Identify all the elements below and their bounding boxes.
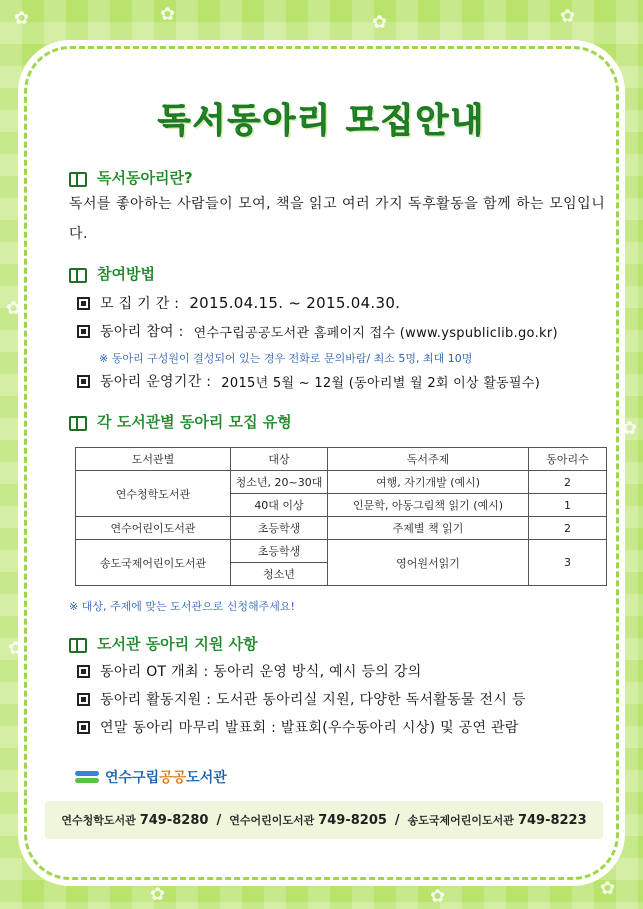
notice-card: [24, 46, 619, 880]
library-club-table: [75, 447, 607, 586]
item-text: 연말 동아리 마무리 발표회 : 발표회(우수동아리 시상) 및 공연 관람: [100, 720, 519, 736]
count-cell: 3: [529, 540, 607, 586]
types-note: ※ 대상, 주제에 맞는 도서관으로 신청해주세요!: [69, 600, 295, 613]
contact-bar: [45, 801, 603, 839]
section-heading-text: 참여방법: [97, 265, 155, 283]
section-heading-support: [69, 633, 258, 654]
library-cell: 연수청학도서관: [76, 471, 231, 517]
item-label: 동아리 운영기간 :: [100, 374, 212, 390]
square-bullet-icon: [77, 665, 90, 678]
item-label: 모 집 기 간 :: [100, 296, 180, 312]
column-header: 동아리수: [529, 448, 607, 471]
flower-decoration: ✿: [6, 298, 22, 319]
square-bullet-icon: [77, 721, 90, 734]
target-cell: 청소년: [231, 563, 328, 586]
topic-cell: 주제별 책 읽기: [328, 517, 529, 540]
target-cell: 청소년, 20~30대: [231, 471, 328, 494]
table-row: [76, 471, 607, 494]
library-cell: 송도국제어린이도서관: [76, 540, 231, 586]
how-item-operation: [77, 371, 540, 391]
flower-decoration: ✿: [430, 886, 446, 907]
support-item: [77, 717, 519, 737]
target-cell: 초등학생: [231, 540, 328, 563]
wave-logo-icon: [75, 770, 99, 784]
flower-decoration: ✿: [600, 878, 616, 899]
square-bullet-icon: [77, 325, 90, 338]
item-label: 동아리 참여 :: [100, 324, 184, 340]
book-icon: [69, 267, 87, 281]
section-heading-how: [69, 263, 155, 284]
flower-decoration: ✿: [622, 418, 638, 439]
column-header: 독서주제: [328, 448, 529, 471]
table-header-row: [76, 448, 607, 471]
section-heading-types: [69, 411, 292, 432]
flower-decoration: ✿: [8, 638, 24, 659]
item-text: 동아리 활동지원 : 도서관 동아리실 지원, 다양한 독서활동물 전시 등: [100, 692, 526, 708]
support-item: [77, 689, 526, 709]
square-bullet-icon: [77, 297, 90, 310]
about-description: 독서를 좋아하는 사람들이 모여, 책을 읽고 여러 가지 독후활동을 함께 하는 모임입니다.: [69, 196, 606, 242]
column-header: 대상: [231, 448, 328, 471]
contact-separator: /: [216, 812, 222, 828]
how-note: ※ 동아리 구성원이 결성되어 있는 경우 전화로 문의바람/ 최소 5명, 최대 10명: [99, 352, 473, 365]
square-bullet-icon: [77, 693, 90, 706]
item-value: 연수구립공공도서관 홈페이지 접수 (www.yspubliclib.go.kr): [193, 325, 558, 341]
library-logo: [75, 767, 227, 787]
book-icon: [69, 415, 87, 429]
topic-cell: 여행, 자기개발 (예시): [328, 471, 529, 494]
topic-cell: 영어원서읽기: [328, 540, 529, 586]
logo-text: 연수구립공공도서관: [105, 770, 227, 786]
contact-item: 송도국제어린이도서관 749-8223: [407, 813, 587, 828]
how-item-period: [77, 293, 400, 313]
flower-decoration: ✿: [150, 884, 166, 905]
support-item: [77, 661, 422, 681]
contact-item: 연수어린이도서관 749-8205: [229, 813, 387, 828]
target-cell: 초등학생: [231, 517, 328, 540]
section-heading-text: 각 도서관별 동아리 모집 유형: [97, 413, 292, 431]
book-icon: [69, 171, 87, 185]
table-row: [76, 540, 607, 563]
target-cell: 40대 이상: [231, 494, 328, 517]
page-title: 독서동아리 모집안내: [157, 101, 486, 141]
contact-separator: /: [394, 812, 400, 828]
flower-decoration: ✿: [14, 8, 30, 29]
count-cell: 1: [529, 494, 607, 517]
item-value: 2015년 5월 ~ 12월 (동아리별 월 2회 이상 활동필수): [221, 375, 541, 391]
section-heading-about: [69, 167, 193, 188]
topic-cell: 인문학, 아동그림책 읽기 (예시): [328, 494, 529, 517]
section-heading-text: 독서동아리란?: [97, 169, 193, 187]
flower-decoration: ✿: [372, 12, 388, 33]
flower-decoration: ✿: [560, 6, 576, 27]
item-value: 2015.04.15. ~ 2015.04.30.: [189, 294, 401, 312]
table-row: [76, 517, 607, 540]
column-header: 도서관별: [76, 448, 231, 471]
item-text: 동아리 OT 개최 : 동아리 운영 방식, 예시 등의 강의: [100, 664, 422, 680]
square-bullet-icon: [77, 375, 90, 388]
library-cell: 연수어린이도서관: [76, 517, 231, 540]
flower-decoration: ✿: [160, 4, 176, 25]
count-cell: 2: [529, 471, 607, 494]
book-icon: [69, 637, 87, 651]
count-cell: 2: [529, 517, 607, 540]
contact-item: 연수청학도서관 749-8280: [61, 813, 209, 828]
section-heading-text: 도서관 동아리 지원 사항: [97, 635, 258, 653]
how-item-join: [77, 321, 558, 341]
